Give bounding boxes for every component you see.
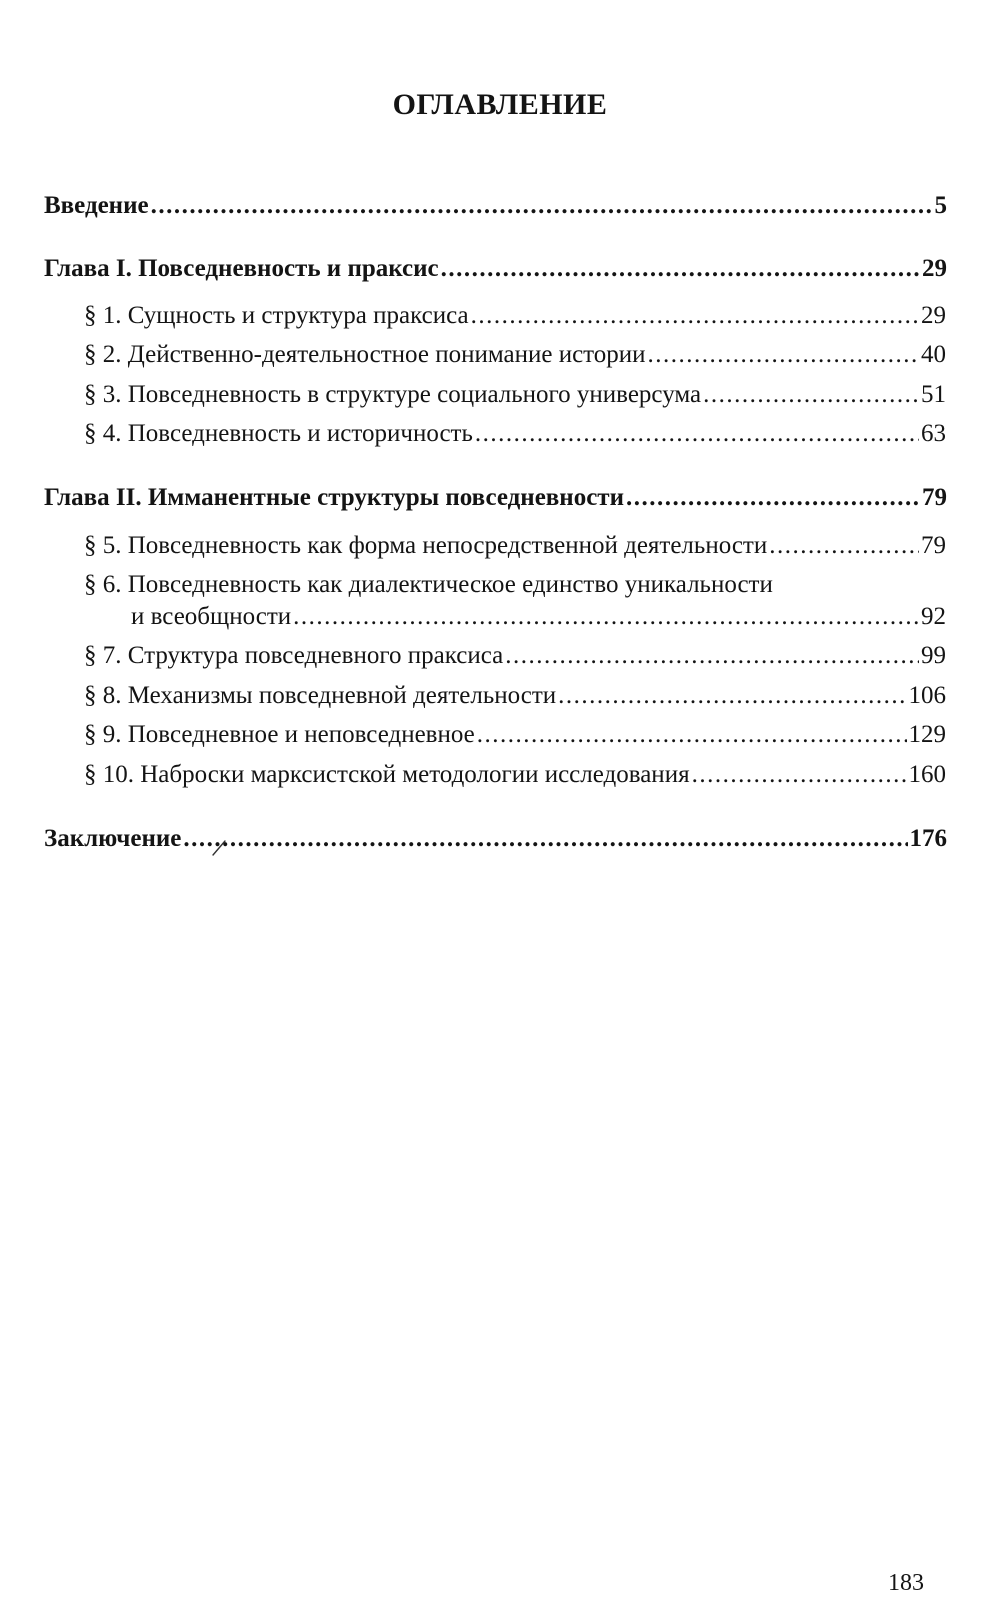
toc-entry-label: § 3. Повседневность в структуре социального универсума [84, 381, 702, 408]
toc-page-number: 63 [921, 420, 946, 447]
toc-entry-label: и всеобщности [131, 603, 292, 630]
toc-entry-section-4[interactable] [84, 421, 946, 446]
toc-entry-section-1[interactable] [84, 303, 946, 328]
toc-page-number: 129 [908, 721, 946, 748]
leader-dots [151, 193, 933, 218]
leader-dots [692, 762, 907, 787]
toc-entry-section-9[interactable] [84, 722, 946, 747]
toc-entry-label: § 1. Сущность и структура праксиса [84, 302, 469, 329]
leader-dots [441, 256, 920, 281]
toc-entry-label: § 10. Наброски марксистской методологии исследования [84, 761, 690, 788]
toc-page-number: 176 [909, 825, 947, 852]
leader-dots [477, 722, 907, 747]
toc-entry-label: Введение [44, 192, 149, 219]
toc-page-number: 5 [934, 192, 947, 219]
toc-entry-section-10[interactable] [84, 762, 946, 787]
leader-dots [626, 485, 920, 510]
toc-page-number: 79 [922, 484, 947, 511]
toc-entry-section-3[interactable] [84, 382, 946, 407]
toc-page-number: 79 [921, 532, 946, 559]
leader-dots [475, 421, 919, 446]
toc-entry-section-6-line-1[interactable]: § 6. Повседневность как диалектическое единство уникальности [84, 571, 773, 598]
leader-dots [293, 604, 919, 629]
toc-entry-conclusion[interactable] [44, 826, 947, 851]
toc-page-number: 92 [921, 603, 946, 630]
leader-dots [505, 643, 919, 668]
toc-entry-section-2[interactable] [84, 342, 946, 367]
leader-dots [648, 342, 919, 367]
leader-dots [558, 683, 906, 708]
toc-entry-label: § 2. Действенно-деятельностное понимание истории [84, 341, 646, 368]
toc-entry-label: § 8. Механизмы повседневной деятельности [84, 682, 557, 709]
leader-dots [471, 303, 919, 328]
page-title: ОГЛАВЛЕНИЕ [392, 88, 608, 121]
toc-entry-section-6[interactable] [131, 604, 946, 629]
toc-page-number: 29 [922, 255, 947, 282]
toc-entry-label: Заключение [44, 825, 182, 852]
toc-entry-section-5[interactable] [84, 533, 946, 558]
toc-entry-label: Глава I. Повседневность и праксис [44, 255, 439, 282]
toc-entry-label: Глава II. Имманентные структуры повседневности [44, 484, 624, 511]
toc-page-number: 106 [908, 682, 946, 709]
page-number: 183 [888, 1570, 924, 1596]
toc-page-number: 51 [921, 381, 946, 408]
toc-page-number: 99 [921, 642, 946, 669]
toc-entry-label: § 9. Повседневное и неповседневное [84, 721, 475, 748]
toc-entry-section-8[interactable] [84, 683, 946, 708]
toc-entry-label: § 7. Структура повседневного праксиса [84, 642, 504, 669]
toc-entry-chapter-1[interactable] [44, 256, 947, 281]
toc-entry-label: § 4. Повседневность и историчность [84, 420, 473, 447]
toc-entry-section-7[interactable] [84, 643, 946, 668]
leader-dots [183, 826, 907, 851]
toc-page-number: 160 [908, 761, 946, 788]
pencil-mark-icon [210, 838, 228, 858]
leader-dots [769, 533, 919, 558]
toc-page-number: 40 [921, 341, 946, 368]
leader-dots [703, 382, 919, 407]
toc-entry-chapter-2[interactable] [44, 485, 947, 510]
toc-entry-label: § 5. Повседневность как форма непосредственной деятельности [84, 532, 768, 559]
toc-page-number: 29 [921, 302, 946, 329]
toc-entry-intro[interactable] [44, 193, 947, 218]
